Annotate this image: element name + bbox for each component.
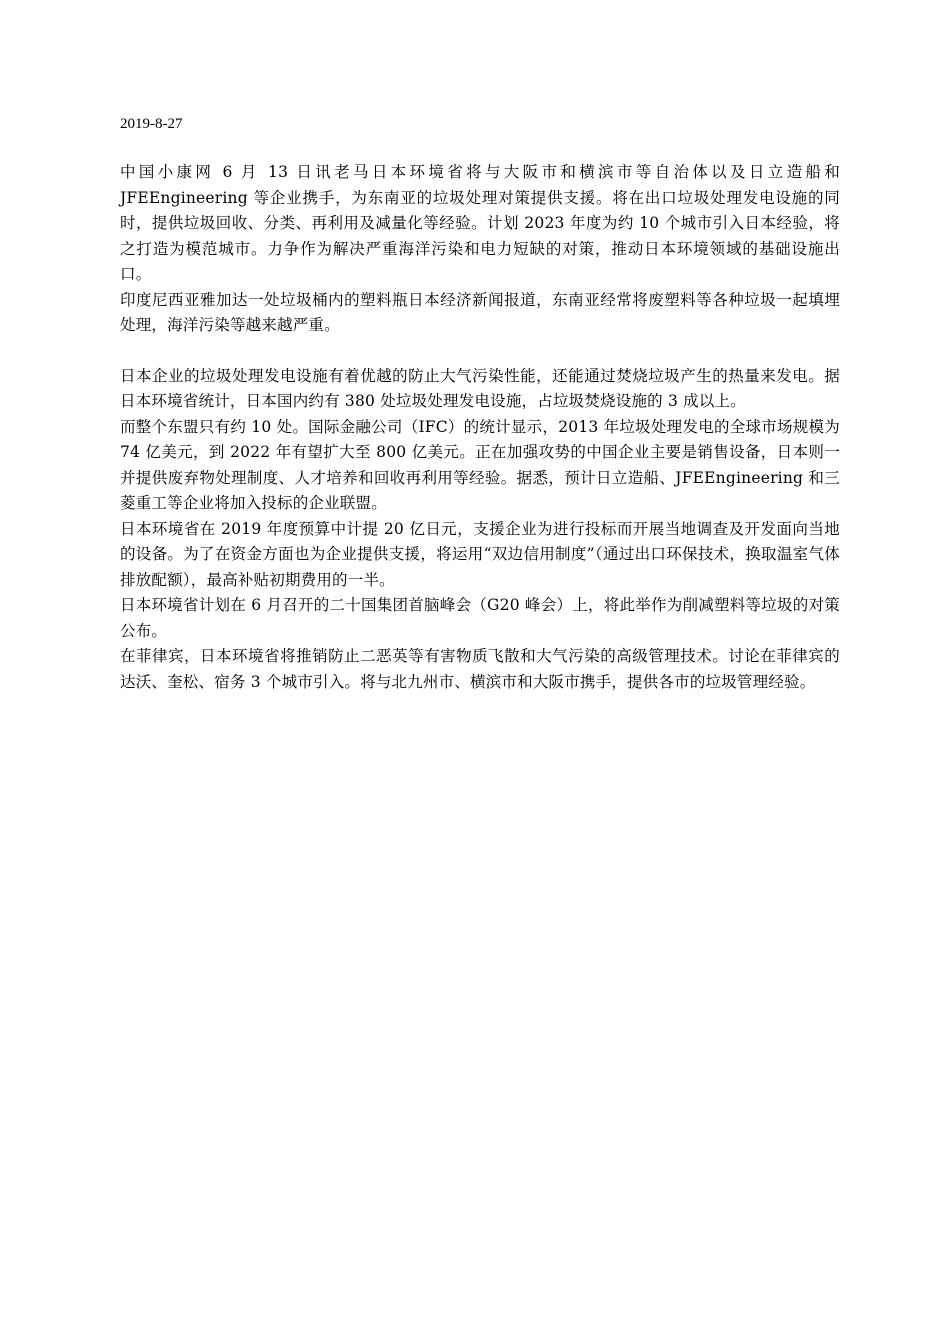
paragraph-7: 在菲律宾，日本环境省将推销防止二恶英等有害物质飞散和大气污染的高级管理技术。讨论在菲律宾的达沃、奎松、宿务 3 个城市引入。将与北九州市、横滨市和大阪市携手，提供各市的垃圾管理经验。: [120, 647, 840, 691]
paragraph-4: 而整个东盟只有约 10 处。国际金融公司（IFC）的统计显示，2013 年垃圾处理发电的全球市场规模为 74 亿美元，到 2022 年有望扩大至 800 亿美元。正在加强攻势的中国企业主要是销售设备，日本则一并提供废弃物处理制度、人才培养和回收再利用等经验。据悉，预计日立造船、JFEEngineering 和三菱重工等企业将加入投标的企业联盟。: [120, 417, 840, 512]
paragraph-5: 日本环境省在 2019 年度预算中计提 20 亿日元，支援企业为进行投标而开展当地调查及开发面向当地的设备。为了在资金方面也为企业提供支援，将运用“双边信用制度”（通过出口环保技术，换取温室气体排放配额），最高补贴初期费用的一半。: [120, 519, 840, 589]
paragraph-spacer: [120, 339, 840, 364]
paragraph-6: 日本环境省计划在 6 月召开的二十国集团首脑峰会（G20 峰会）上，将此举作为削减塑料等垃圾的对策公布。: [120, 596, 840, 640]
document-date: 2019-8-27: [120, 116, 183, 132]
paragraph-1: 中国小康网 6 月 13 日讯老马日本环境省将与大阪市和横滨市等自治体以及日立造船和 JFEEngineering 等企业携手，为东南亚的垃圾处理对策提供支援。将在出口垃圾处理发电设施的同时，提供垃圾回收、分类、再利用及减量化等经验。计划 2023 年度为约 10 个城市引入日本经验，将之打造为模范城市。力争作为解决严重海洋污染和电力短缺的对策，推动日本环境领域的基础设施出口。: [120, 163, 840, 283]
document-page: [120, 112, 840, 695]
paragraph-3: 日本企业的垃圾处理发电设施有着优越的防止大气污染性能，还能通过焚烧垃圾产生的热量来发电。据日本环境省统计，日本国内约有 380 处垃圾处理发电设施，占垃圾焚烧设施的 3 成以上。: [120, 366, 840, 410]
paragraph-2: 印度尼西亚雅加达一处垃圾桶内的塑料瓶日本经济新闻报道，东南亚经常将废塑料等各种垃圾一起填埋处理，海洋污染等越来越严重。: [120, 290, 840, 334]
